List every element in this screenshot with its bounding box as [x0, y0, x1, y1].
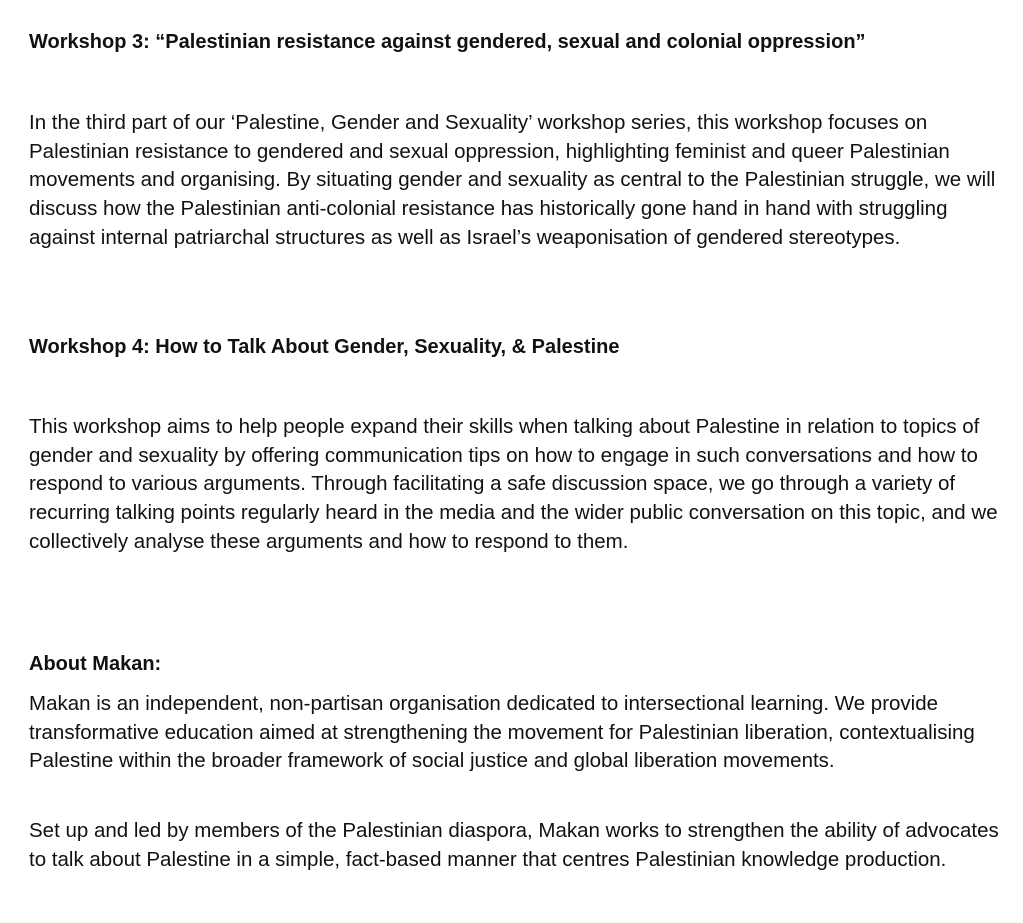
workshop-4-heading: Workshop 4: How to Talk About Gender, Sexuality, & Palestine: [29, 336, 620, 358]
workshop-3-description: In the third part of our ‘Palestine, Gender and Sexuality’ workshop series, this workshop focuses on Palestinian resistance to gendered and sexual oppression, highlighting feminist and queer Palestinian movements and organising. By situating gender and sexuality as central to the Palestinian struggle, we will discuss how the Palestinian anti-colonial resistance has historically gone hand in hand with struggling against internal patriarchal structures as well as Israel’s weaponisation of gendered stereotypes.: [29, 111, 996, 249]
about-makan-paragraph-2: Set up and led by members of the Palestinian diaspora, Makan works to strengthen the ability of advocates to talk about Palestine in a simple, fact-based manner that centres Palestinian knowledge production.: [29, 819, 999, 871]
about-makan-heading: About Makan:: [29, 653, 162, 675]
workshop-4-description: This workshop aims to help people expand their skills when talking about Palestine in relation to topics of gender and sexuality by offering communication tips on how to engage in such conversations and how to respond to various arguments. Through facilitating a safe discussion space, we go through a variety of recurring talking points regularly heard in the media and the wider public conversation on this topic, and we collectively analyse these arguments and how to respond to them.: [29, 415, 998, 553]
about-makan-paragraph-1: Makan is an independent, non-partisan organisation dedicated to intersectional learning. We provide transformative education aimed at strengthening the movement for Palestinian liberation, contextualising Palestine within the broader framework of social justice and global liberation movements.: [29, 692, 975, 773]
workshop-3-heading: Workshop 3: “Palestinian resistance against gendered, sexual and colonial oppression”: [29, 31, 866, 53]
